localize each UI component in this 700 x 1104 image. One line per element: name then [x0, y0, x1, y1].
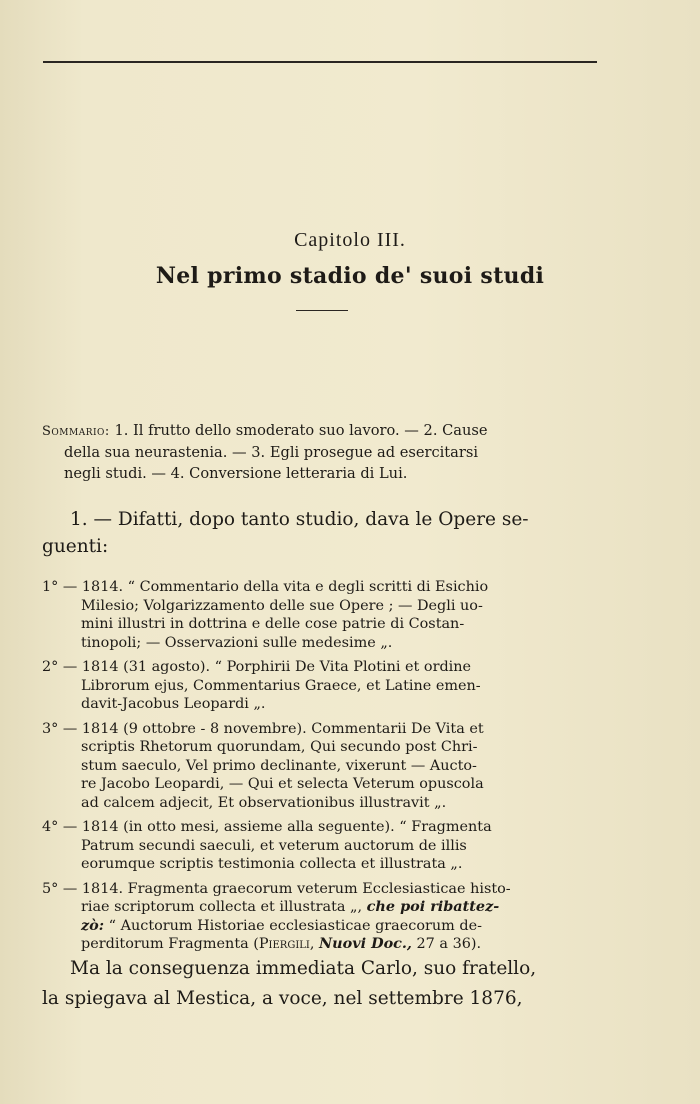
- chapter-title: Nel primo stadio de' suoi studi: [155, 263, 545, 289]
- paragraph-line: la spiegava al Mestica, a voce, nel settembre 1876,: [42, 988, 523, 1009]
- work-text: “ Auctorum Historiae ecclesiasticae graecorum de-: [108, 917, 482, 934]
- work-line: stum saeculo, Vel primo declinante, vixerunt — Aucto-: [81, 757, 477, 774]
- work-line: 3° — 1814 (9 ottobre - 8 novembre). Commentarii De Vita et: [42, 720, 484, 737]
- paragraph-2: [42, 954, 602, 1014]
- work-italic: che poi ribattez-: [366, 898, 500, 915]
- work-text: riae scriptorum collecta et illustrata „,: [81, 899, 363, 915]
- work-line: 5° — 1814. Fragmenta graecorum veterum Ecclesiasticae histo-: [42, 880, 511, 897]
- work-line: [42, 917, 606, 936]
- work-author: Piergili,: [258, 936, 315, 952]
- work-entry-1: [42, 578, 606, 652]
- work-line: Milesio; Volgarizzamento delle sue Opere ; — Degli uo-: [81, 597, 483, 614]
- summary-line: negli studi. — 4. Conversione letteraria di Lui.: [64, 465, 408, 482]
- work-entry-4: [42, 818, 606, 874]
- work-text: 27 a 36).: [416, 936, 482, 952]
- work-line: Librorum ejus, Commentarius Graece, et Latine emen-: [81, 677, 481, 694]
- paragraph-1: [42, 506, 602, 560]
- chapter-summary: [42, 420, 602, 484]
- work-entry-2: [42, 658, 606, 714]
- work-text: perditorum Fragmenta (: [81, 936, 259, 952]
- paragraph-line: Ma la conseguenza immediata Carlo, suo fratello,: [70, 958, 537, 979]
- work-line: mini illustri in dottrina e delle cose patrie di Costan-: [81, 616, 465, 632]
- work-entry-5: [42, 880, 606, 954]
- paragraph-line: 1. — Difatti, dopo tanto studio, dava le Opere se-: [70, 509, 529, 530]
- summary-lead: Sommario:: [42, 424, 110, 439]
- work-line: tinopoli; — Osservazioni sulle medesime „.: [81, 634, 393, 651]
- work-line: davit-Jacobus Leopardi „.: [81, 696, 266, 712]
- summary-line: 1. Il frutto dello smoderato suo lavoro. — 2. Cause: [114, 422, 488, 439]
- title-rule: [296, 310, 348, 311]
- header-rule: [43, 61, 597, 63]
- work-line: re Jacobo Leopardi, — Qui et selecta Veterum opuscola: [81, 776, 484, 792]
- work-line: Patrum secundi saeculi, et veterum auctorum de illis: [81, 837, 467, 854]
- work-line: 2° — 1814 (31 agosto). “ Porphirii De Vita Plotini et ordine: [42, 659, 472, 675]
- paragraph-line: guenti:: [42, 536, 109, 557]
- work-line: eorumque scriptis testimonia collecta et illustrata „.: [81, 856, 463, 872]
- work-line: 1° — 1814. “ Commentario della vita e degli scritti di Esichio: [42, 579, 489, 595]
- work-italic: zò:: [81, 916, 105, 934]
- work-source: Nuovi Doc.,: [319, 935, 412, 952]
- work-line: [42, 898, 606, 917]
- work-line: scriptis Rhetorum quorundam, Qui secundo post Chri-: [81, 739, 478, 755]
- work-line: [42, 935, 606, 954]
- chapter-label: Capitolo III.: [294, 229, 406, 251]
- work-entry-3: [42, 720, 606, 813]
- works-list: [42, 578, 606, 960]
- work-line: 4° — 1814 (in otto mesi, assieme alla seguente). “ Fragmenta: [42, 819, 492, 835]
- summary-line: della sua neurastenia. — 3. Egli prosegue ad esercitarsi: [64, 444, 478, 461]
- work-line: ad calcem adjecit, Et observationibus illustravit „.: [81, 794, 447, 811]
